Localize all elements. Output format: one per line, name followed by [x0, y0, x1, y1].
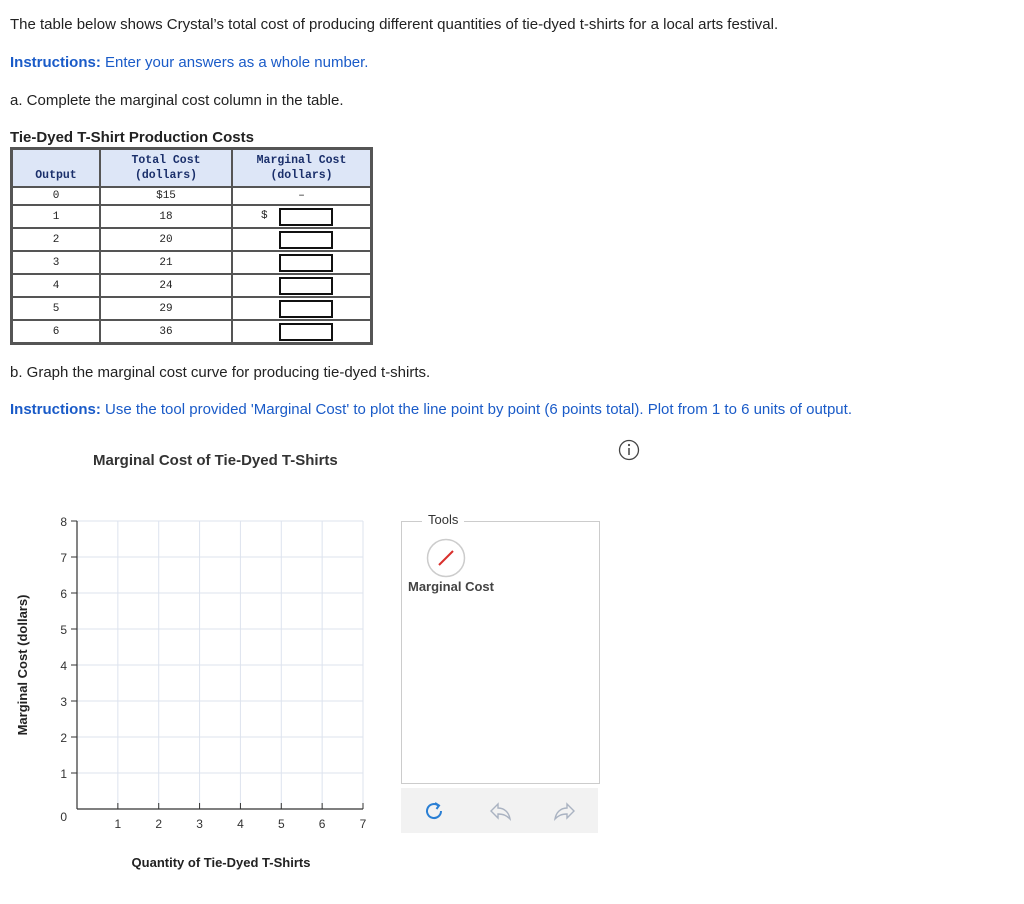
undo-icon[interactable] — [488, 801, 512, 821]
table-row — [12, 297, 371, 320]
redo-icon[interactable] — [553, 801, 577, 821]
info-icon[interactable] — [618, 439, 640, 461]
marginal-cost-cell — [232, 251, 371, 274]
y-tick-label: 1 — [60, 767, 67, 781]
instructions-label: Instructions: — [10, 54, 101, 71]
part-a-text: a. Complete the marginal cost column in the table. — [10, 92, 344, 109]
x-tick-label: 7 — [359, 817, 367, 831]
y-tick-label: 2 — [60, 731, 67, 745]
table-row — [12, 251, 371, 274]
y-axis-label: Marginal Cost (dollars) — [15, 594, 30, 736]
part-b-text: b. Graph the marginal cost curve for producing tie-dyed t-shirts. — [10, 364, 431, 381]
output-cell: 2 — [12, 228, 100, 251]
total-cost-cell: $15 — [100, 187, 232, 205]
instructions-text: Use the tool provided 'Marginal Cost' to plot the line point by point (6 points total). Plot from 1 to 6 units of output. — [100, 401, 852, 418]
header-marginal-cost: Marginal Cost (dollars) — [232, 149, 371, 187]
x-axis-label: Quantity of Tie-Dyed T-Shirts — [131, 855, 311, 870]
marginal-cost-input-5[interactable] — [279, 300, 333, 318]
total-cost-cell: 20 — [100, 228, 232, 251]
total-cost-cell: 29 — [100, 297, 232, 320]
total-cost-cell: 36 — [100, 320, 232, 343]
y-tick-label: 6 — [60, 587, 67, 601]
instructions-text: Enter your answers as a whole number. — [100, 54, 369, 71]
x-tick-label: 3 — [196, 817, 203, 831]
y-tick-label: 8 — [60, 515, 67, 529]
marginal-cost-cell: – — [232, 187, 371, 205]
cost-table — [10, 147, 373, 345]
y-tick-label: 3 — [60, 695, 67, 709]
table-row — [12, 320, 371, 343]
y-tick-label: 7 — [60, 551, 67, 565]
y-tick-label: 4 — [60, 659, 67, 673]
table-row — [12, 205, 371, 228]
x-tick-label: 1 — [114, 817, 122, 831]
total-cost-cell: 18 — [100, 205, 232, 228]
output-cell: 0 — [12, 187, 100, 205]
x-tick-label: 5 — [277, 817, 285, 831]
table-row — [12, 187, 371, 205]
total-cost-cell: 21 — [100, 251, 232, 274]
marginal-cost-input-3[interactable] — [279, 254, 333, 272]
marginal-cost-chart[interactable] — [0, 500, 400, 880]
output-cell: 1 — [12, 205, 100, 228]
marginal-cost-cell — [232, 297, 371, 320]
output-cell: 6 — [12, 320, 100, 343]
output-cell: 3 — [12, 251, 100, 274]
y-tick-label: 5 — [60, 623, 67, 637]
header-output: Output — [12, 149, 100, 187]
marginal-cost-input-4[interactable] — [279, 277, 333, 295]
x-tick-label: 4 — [237, 817, 244, 831]
marginal-cost-cell — [232, 205, 371, 228]
marginal-cost-input-2[interactable] — [279, 231, 333, 249]
y-tick-label: 0 — [60, 810, 67, 824]
marginal-cost-cell — [232, 274, 371, 297]
reset-icon[interactable] — [423, 800, 445, 822]
table-row — [12, 228, 371, 251]
marginal-cost-tool-label[interactable]: Marginal Cost — [408, 579, 494, 594]
marginal-cost-tool-button[interactable] — [426, 538, 466, 578]
total-cost-cell: 24 — [100, 274, 232, 297]
output-cell: 5 — [12, 297, 100, 320]
marginal-cost-input-1[interactable] — [279, 208, 333, 226]
x-tick-label: 2 — [155, 817, 163, 831]
marginal-cost-cell — [232, 320, 371, 343]
table-row — [12, 274, 371, 297]
x-tick-label: 6 — [318, 817, 326, 831]
output-cell: 4 — [12, 274, 100, 297]
header-total-cost: Total Cost (dollars) — [100, 149, 232, 187]
marginal-cost-input-6[interactable] — [279, 323, 333, 341]
chart-title: Marginal Cost of Tie-Dyed T-Shirts — [93, 452, 338, 469]
instructions-label: Instructions: — [10, 401, 101, 418]
intro-text: The table below shows Crystal’s total cost of producing different quantities of tie-dyed t-shirts for a local arts festival. — [10, 16, 779, 33]
table-title: Tie-Dyed T-Shirt Production Costs — [10, 129, 254, 146]
marginal-cost-cell — [232, 228, 371, 251]
instructions-a — [10, 54, 368, 71]
instructions-b — [10, 401, 852, 418]
dollar-sign: $ — [261, 210, 268, 222]
tools-title: Tools — [422, 512, 464, 527]
